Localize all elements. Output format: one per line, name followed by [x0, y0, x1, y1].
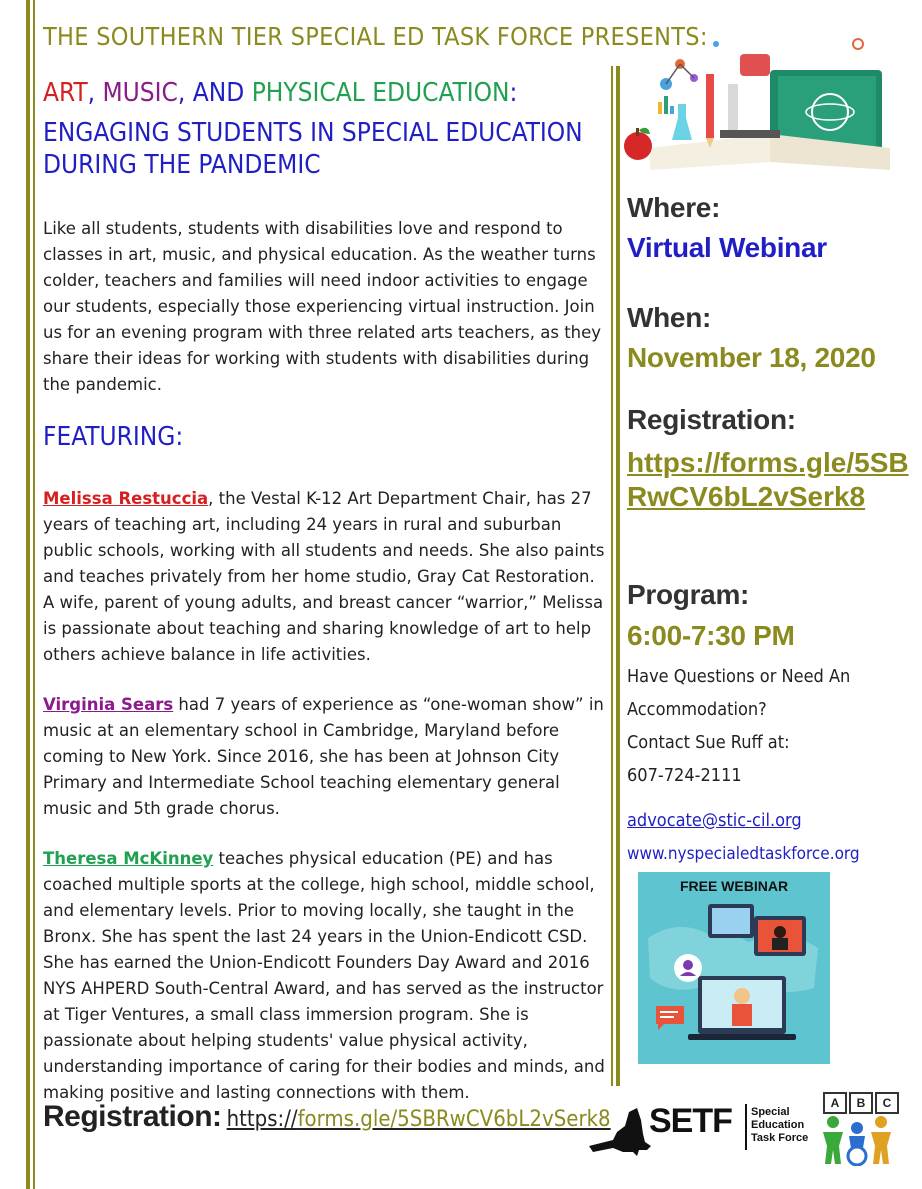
science-illustration [620, 30, 902, 170]
webinar-illustration [638, 898, 830, 1064]
bio-name-theresa: Theresa McKinney [43, 849, 214, 868]
apple-icon [624, 132, 652, 160]
bio-name-melissa: Melissa Restuccia [43, 489, 209, 508]
questions-text: Have Questions or Need An Accommodation? [627, 666, 851, 720]
title-colon: : [509, 78, 518, 108]
when-label: When: [627, 302, 712, 333]
title-pe: PHYSICAL EDUCATION [251, 78, 510, 108]
microscope-icon [728, 84, 738, 130]
people-figures-icon [821, 1114, 901, 1166]
presenter-heading: THE SOUTHERN TIER SPECIAL ED TASK FORCE PRESENTS: [43, 22, 708, 51]
bio-text-melissa: , the Vestal K-12 Art Department Chair, has 27 years of teaching art, including 24 years in rural and suburban public schools, working with all students and needs. She also paints and teaches privately from her home studio, Gray Cat Restoration. A wife, parent of young adults, and breast cancer “warrior,” Melissa is passionate about teaching and sharing knowledge of art to help others achieve balance in life activities. [43, 489, 605, 664]
pencil-icon [706, 74, 714, 138]
setf-logo-text: SETF [649, 1102, 732, 1140]
registration-label: Registration: [627, 404, 796, 435]
bio-name-virginia: Virginia Sears [43, 695, 174, 714]
left-border-thin [33, 0, 35, 1189]
column-divider-thin [611, 66, 613, 1086]
logo-line1: Special [751, 1106, 790, 1118]
logo-line2: Education [751, 1119, 805, 1131]
email-link[interactable]: advocate@stic-cil.org [627, 810, 802, 831]
website-link[interactable]: www.nyspecialedtaskforce.org [627, 844, 860, 864]
featuring-heading: FEATURING: [43, 422, 184, 452]
where-value: Virtual Webinar [627, 232, 827, 263]
registration-link-rest: forms.gle/5SBRwCV6bL2vSerk8 [297, 1107, 611, 1132]
title-art: ART [43, 78, 88, 108]
block-a: A [823, 1092, 847, 1114]
gear-icon [853, 39, 863, 49]
block-c: C [875, 1092, 899, 1114]
logo-divider [745, 1104, 747, 1150]
event-title [43, 78, 517, 108]
free-webinar-image [638, 872, 830, 1064]
left-border-thick [26, 0, 30, 1189]
registration-link-prefix: https:// [226, 1107, 298, 1132]
event-subtitle: ENGAGING STUDENTS IN SPECIAL EDUCATION DURING THE PANDEMIC [43, 118, 583, 180]
block-b: B [849, 1092, 873, 1114]
intro-paragraph: Like all students, students with disabilities love and respond to classes in art, music, and physical education. As the weather turns colder, teachers and families will need indoor activities to engage our students, especially those experiencing virtual instruction. Join us for an evening program with three related arts teachers, as they share their ideas for working with students with disabilities during the pandemic. [43, 219, 602, 394]
title-sep2: , AND [177, 78, 252, 108]
title-music: MUSIC [102, 78, 178, 108]
column-divider-thick [616, 66, 620, 1086]
bio-virginia [43, 692, 608, 822]
registration-footer-label: Registration: [43, 1100, 222, 1133]
registration-footer [43, 1100, 611, 1134]
program-time: 6:00-7:30 PM [627, 620, 795, 651]
footer-logos [583, 1088, 903, 1170]
registration-footer-link[interactable] [227, 1107, 611, 1132]
registration-link[interactable]: https://forms.gle/5SBRwCV6bL2vSerk8 [627, 447, 909, 512]
webinar-badge-text: FREE WEBINAR [679, 878, 789, 894]
phone-number: 607-724-2111 [627, 765, 742, 786]
when-value: November 18, 2020 [627, 342, 876, 373]
bio-theresa [43, 846, 608, 1106]
setf-logo-caption [751, 1106, 808, 1145]
contact-block [627, 660, 887, 792]
program-label: Program: [627, 579, 750, 610]
abc-blocks [823, 1092, 899, 1112]
bio-melissa [43, 486, 608, 668]
logo-line3: Task Force [751, 1132, 809, 1144]
bio-text-theresa: teaches physical education (PE) and has coached multiple sports at the college, high school, middle school, and elementary levels. Prior to moving locally, she taught in the Bronx. She has spent the last 24 years in the Union-Endicott CSD. She has earned the Union-Endicott Founders Day Award and 2016 NYS AHPERD South-Central Award, and has served as the instructor at Tiger Ventures, a small class immersion program. She is passionate about helping students' value physical activity, understanding importance of caring for their bodies and minds, and making positive and lasting connections with them. [43, 849, 605, 1102]
bio-text-virginia: had 7 years of experience as “one-woman show” in music at an elementary school in Cambridge, Maryland before coming to New York. Since 2016, she has been at Johnson City Primary and Intermediate School teaching elementary general music and 5th grade chorus. [43, 695, 604, 818]
where-label: Where: [627, 192, 721, 223]
new-york-state-icon [583, 1102, 653, 1158]
contact-text: Contact Sue Ruff at: [627, 732, 790, 753]
title-sep1: , [87, 78, 103, 108]
flask-icon [672, 118, 692, 140]
